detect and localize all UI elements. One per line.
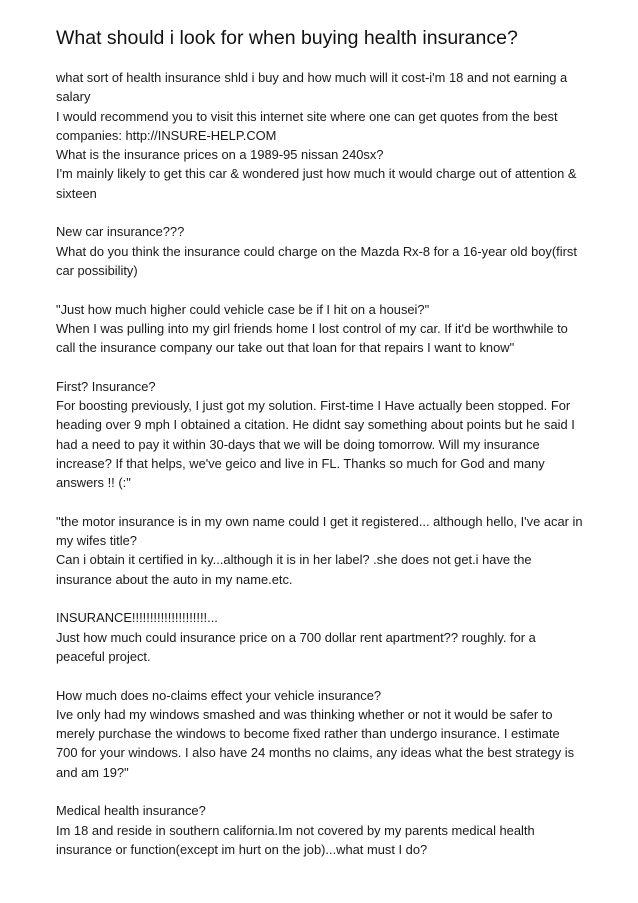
text-line: For boosting previously, I just got my solution. First-time I Have actually been stopped. For heading over 9 mph I obtained a citation. He didnt say something about points but he said I had a need to pay it within 30-days that we will be doing tomorrow. Will my insurance increase? If that helps, we've geico and live in FL. Thanks so much for God and many answers !! (:" (56, 398, 575, 491)
text-line: what sort of health insurance shld i buy and how much will it cost-i'm 18 and not earning a salary (56, 70, 568, 105)
text-line: First? Insurance? (56, 378, 156, 394)
text-line: How much does no-claims effect your vehicle insurance? (56, 687, 382, 703)
text-line: When I was pulling into my girl friends home I lost control of my car. If it'd be worthwhile to call the insurance company our take out that loan for that repairs I want to know" (56, 320, 568, 356)
paragraph (56, 512, 584, 589)
text-line: What do you think the insurance could charge on the Mazda Rx-8 for a 16-year old boy(first car possibility) (56, 243, 577, 278)
paragraph (56, 68, 584, 203)
paragraph (56, 300, 584, 358)
text-line: Medical health insurance? (56, 803, 206, 819)
text-line: INSURANCE!!!!!!!!!!!!!!!!!!!!!... (56, 610, 218, 626)
text-line: I'm mainly likely to get this car & wondered just how much it would charge out of attention & sixteen (56, 166, 577, 201)
text-line: Ive only had my windows smashed and was thinking whether or not it would be safer to merely purchase the windows to become fixed rather than undergo insurance. I estimate 700 for your windows. I also have 24 months no claims, any ideas what the best strategy is and am 19?" (56, 706, 575, 780)
page-title: What should i look for when buying health insurance? (56, 27, 518, 49)
text-line: New car insurance??? (56, 224, 185, 240)
paragraph (56, 801, 584, 859)
paragraph (56, 686, 584, 782)
text-line: Im 18 and reside in southern california.Im not covered by my parents medical health insurance or function(except im hurt on the job)...what must I do? (56, 822, 535, 857)
text-line: I would recommend you to visit this internet site where one can get quotes from the best companies: http://INSURE-HELP.COM (56, 108, 558, 143)
paragraph (56, 222, 584, 280)
paragraph (56, 377, 584, 493)
text-line: Just how much could insurance price on a 700 dollar rent apartment?? roughly. for a peaceful project. (56, 629, 536, 664)
text-line: What is the insurance prices on a 1989-95 nissan 240sx? (56, 147, 384, 163)
paragraph (56, 608, 584, 666)
text-line: "the motor insurance is in my own name could I get it registered... although hello, I've acar in my wifes title? (56, 513, 583, 549)
text-line: Can i obtain it certified in ky...although it is in her label? .she does not get.i have the insurance about the auto in my name.etc. (56, 552, 532, 587)
text-line: "Just how much higher could vehicle case be if I hit on a housei?" (56, 301, 430, 317)
document-body (56, 68, 584, 859)
